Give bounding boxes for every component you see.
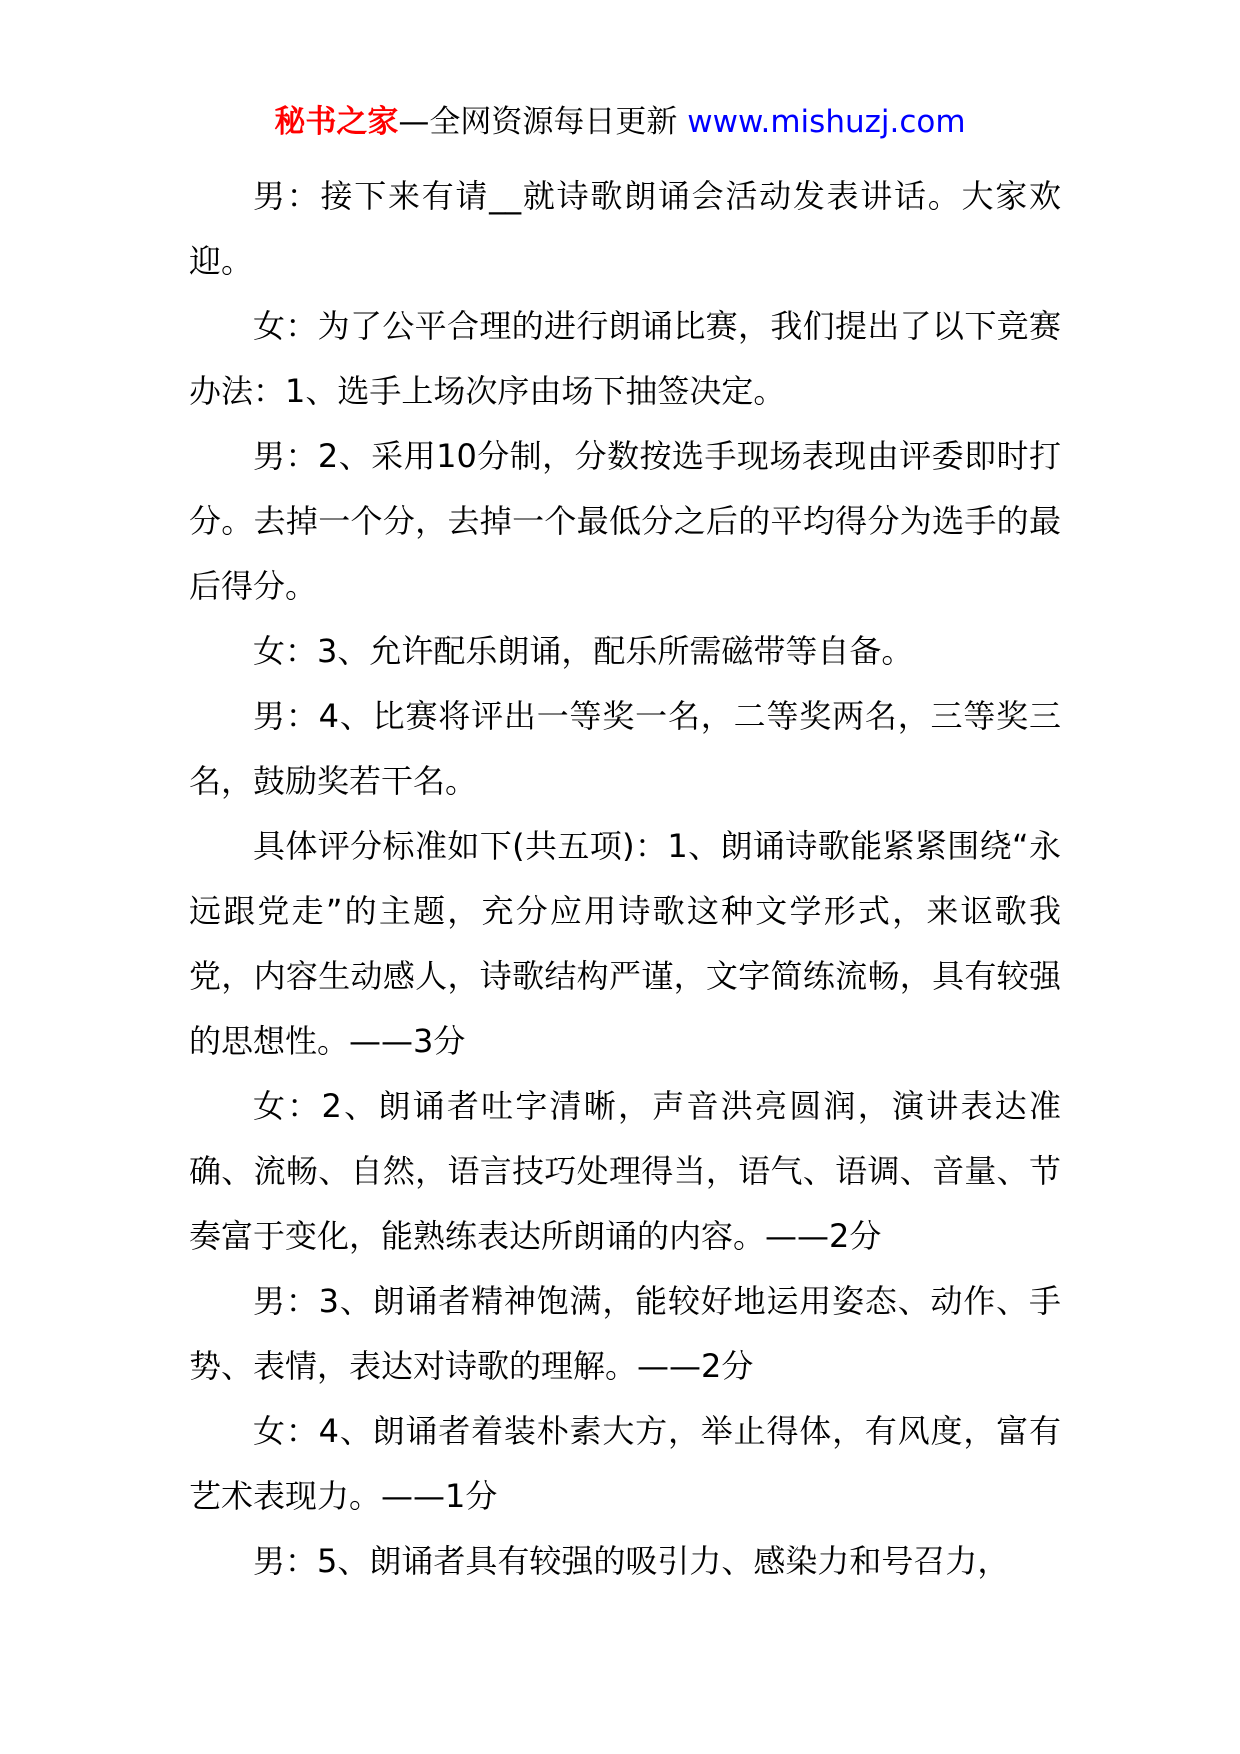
header-tagline: —全网资源每日更新 xyxy=(398,104,688,140)
paragraph: 男：2、采用10分制，分数按选手现场表现由评委即时打分。去掉一个分，去掉一个最低分之后的平均得分为选手的最后得分。 xyxy=(189,437,1061,605)
paragraph: 具体评分标准如下(共五项)：1、朗诵诗歌能紧紧围绕“永远跟党走”的主题，充分应用诗歌这种文学形式，来讴歌我党，内容生动感人，诗歌结构严谨，文字简练流畅，具有较强的思想性。——3分 xyxy=(189,827,1061,1060)
paragraph: 女：为了公平合理的进行朗诵比赛，我们提出了以下竞赛办法：1、选手上场次序由场下抽签决定。 xyxy=(189,307,1061,410)
paragraph: 女：2、朗诵者吐字清晰，声音洪亮圆润，演讲表达准确、流畅、自然，语言技巧处理得当，语气、语调、音量、节奏富于变化，能熟练表达所朗诵的内容。——2分 xyxy=(189,1087,1061,1255)
site-header xyxy=(0,100,1240,144)
paragraph: 男：接下来有请__就诗歌朗诵会活动发表讲话。大家欢迎。 xyxy=(189,177,1061,280)
brand-name: 秘书之家 xyxy=(274,104,399,140)
paragraph: 男：3、朗诵者精神饱满，能较好地运用姿态、动作、手势、表情，表达对诗歌的理解。——2分 xyxy=(189,1282,1061,1385)
paragraph: 男：4、比赛将评出一等奖一名，二等奖两名，三等奖三名，鼓励奖若干名。 xyxy=(189,697,1061,800)
document-body xyxy=(189,164,1061,1594)
paragraph: 女：3、允许配乐朗诵，配乐所需磁带等自备。 xyxy=(253,632,914,670)
paragraph: 男：5、朗诵者具有较强的吸引力、感染力和号召力， xyxy=(253,1542,1010,1580)
paragraph: 女：4、朗诵者着装朴素大方，举止得体，有风度，富有艺术表现力。——1分 xyxy=(189,1412,1061,1515)
site-url-link[interactable]: www.mishuzj.com xyxy=(687,104,966,140)
